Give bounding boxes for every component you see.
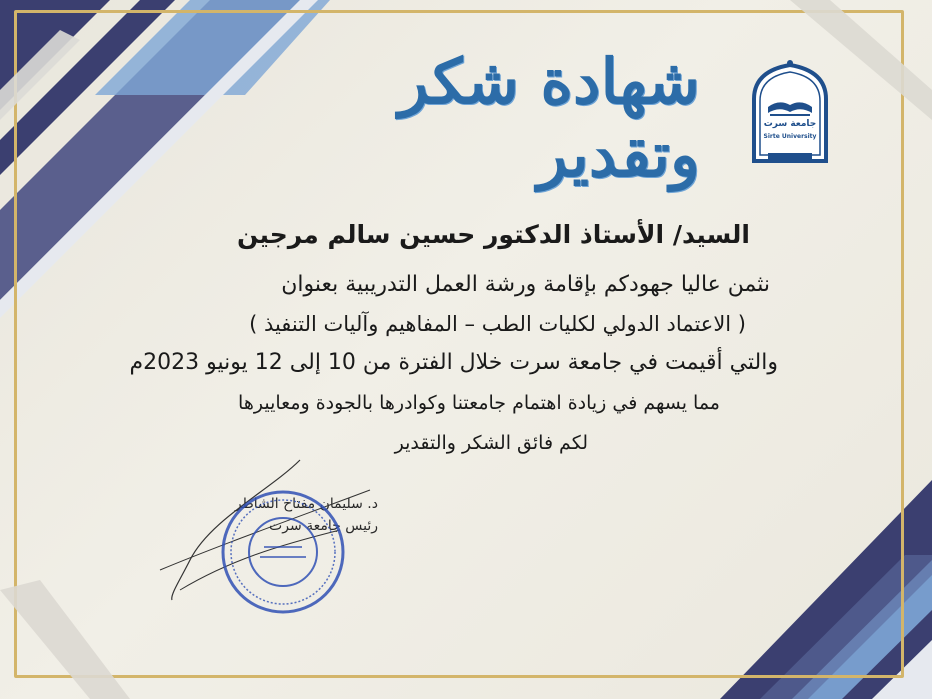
university-logo (748, 57, 832, 165)
recipient-name: السيد/ الأستاذ الدكتور حسين سالم مرجين (237, 220, 750, 249)
certificate-title: شهادة شكر وتقدير (398, 45, 700, 191)
official-stamp (218, 487, 348, 617)
signatory-role: رئيس جامعة سرت (269, 518, 378, 534)
body-line-3: والتي أقيمت في جامعة سرت خلال الفترة من 10 إلى 12 يونيو 2023م (129, 350, 778, 375)
body-line-5: لكم فائق الشكر والتقدير (394, 432, 588, 454)
logo-name-ar: جامعة سرت (763, 119, 817, 129)
certificate-title-area (270, 45, 700, 191)
logo-name-en: Sirte University (763, 133, 817, 140)
signatory-name: د. سليمان مفتاح الشاطر (234, 496, 378, 512)
body-line-1: نثمن عاليا جهودكم بإقامة ورشة العمل التدريبية بعنوان (281, 272, 770, 297)
body-line-4: مما يسهم في زيادة اهتمام جامعتنا وكوادرها بالجودة ومعاييرها (238, 392, 720, 414)
body-line-2: ( الاعتماد الدولي لكليات الطب – المفاهيم وآليات التنفيذ ) (249, 312, 746, 336)
